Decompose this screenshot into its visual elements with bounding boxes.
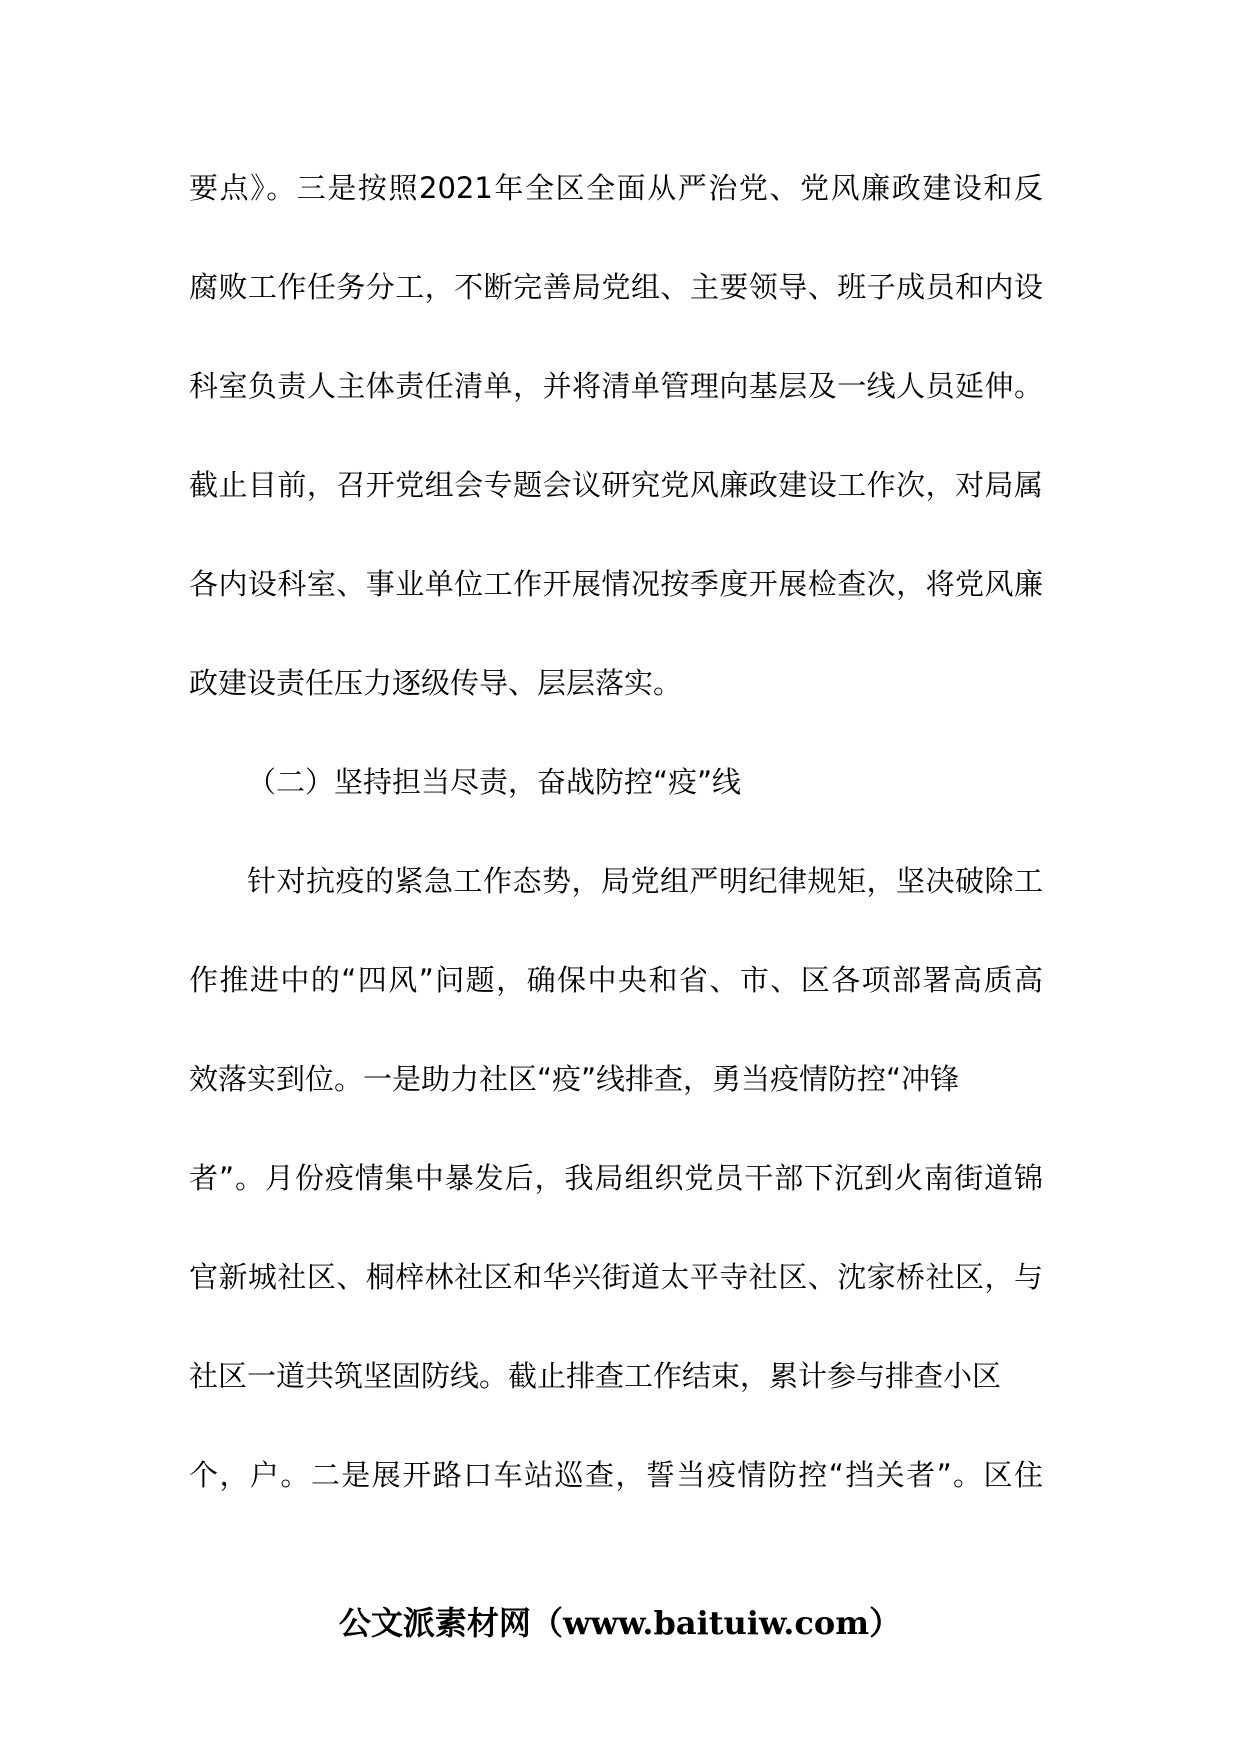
text-line: 官新城社区、桐梓林社区和华兴街道太平寺社区、沈家桥社区，与 — [189, 1260, 1043, 1294]
text-line: 各内设科室、事业单位工作开展情况按季度开展检查次，将党风廉 — [189, 567, 1043, 601]
document-body — [189, 139, 1043, 1525]
text-line: 政建设责任压力逐级传导、层层落实。 — [189, 666, 683, 700]
text-line: 科室负责人主体责任清单，并将清单管理向基层及一线人员延伸。 — [189, 369, 1043, 403]
text-line: 腐败工作任务分工，不断完善局党组、主要领导、班子成员和内设 — [189, 270, 1043, 304]
text-line: 者”。月份疫情集中暴发后，我局组织党员干部下沉到火南街道锦 — [189, 1161, 1043, 1195]
text-line: 作推进中的“四风”问题，确保中央和省、市、区各项部署高质高 — [189, 963, 1043, 997]
text-line: 针对抗疫的紧急工作态势，局党组严明纪律规矩，坚决破除工 — [247, 864, 1043, 898]
text-line: 社区一道共筑坚固防线。截止排查工作结束，累计参与排查小区 — [189, 1359, 1002, 1393]
footer-watermark: 公文派素材网（www.baituiw.com） — [338, 1604, 902, 1642]
text-line: 要点》。三是按照2021年全区全面从严治党、党风廉政建设和反 — [189, 171, 1043, 205]
section-heading: （二）坚持担当尽责，奋战防控“疫”线 — [247, 765, 742, 799]
text-line: 截止目前，召开党组会专题会议研究党风廉政建设工作次，对局属 — [189, 468, 1043, 502]
text-line: 效落实到位。一是助力社区“疫”线排查，勇当疫情防控“冲锋 — [189, 1062, 960, 1096]
text-line: 个，户。二是展开路口车站巡查，誓当疫情防控“挡关者”。区住 — [189, 1458, 1043, 1492]
